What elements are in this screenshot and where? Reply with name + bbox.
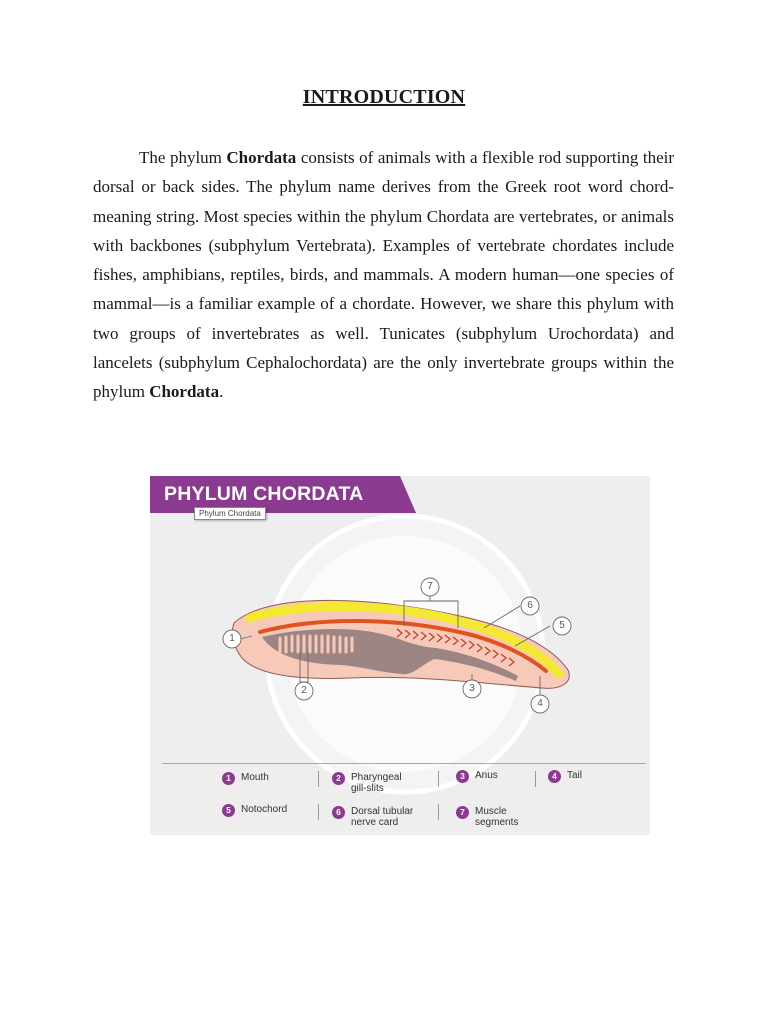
- figure-banner-title: PHYLUM CHORDATA: [164, 483, 364, 505]
- legend-number-7: 7: [456, 806, 469, 819]
- legend-label-anus: Anus: [475, 770, 498, 781]
- legend-separator: [318, 804, 319, 820]
- paragraph-text-2: consists of animals with a flexible rod supporting their dorsal or back sides. The phylum name derives from the Greek root word chord- meaning string. Most species within the phylum Chordata are vertebrates, or animals with backbones (subphylum Vertebrata). Examples of vertebrate chordates include fishes, amphibians, reptiles, birds, and mammals. A modern human—one species of mammal—is a familiar example of a chordate. However, we share this phylum with two groups of invertebrates as well. Tunicates (subphylum Urochordata) and lancelets (subphylum Cephalochordata) are the only invertebrate groups within the phylum: [93, 148, 674, 402]
- paragraph-text-1: The phylum: [139, 148, 227, 167]
- legend-item-notochord: [222, 804, 287, 817]
- page-title: INTRODUCTION: [302, 86, 466, 108]
- callout-number-7: 7: [427, 581, 433, 592]
- intro-paragraph: [93, 143, 674, 407]
- legend-separator: [438, 771, 439, 787]
- legend-separator: [318, 771, 319, 787]
- legend-number-5: 5: [222, 804, 235, 817]
- legend-label-muscle-segments: Muscle segments: [475, 806, 519, 828]
- callout-number-4: 4: [537, 698, 543, 709]
- legend-number-6: 6: [332, 806, 345, 819]
- legend-item-pharyngeal-gill-slits: [332, 772, 402, 794]
- callout-number-1: 1: [229, 633, 235, 644]
- legend-item-anus: [456, 770, 498, 783]
- legend-separator: [438, 804, 439, 820]
- legend-label-notochord: Notochord: [241, 804, 288, 815]
- legend-label-mouth: Mouth: [241, 772, 269, 783]
- legend-item-mouth: [222, 772, 269, 785]
- paragraph-text-3: .: [219, 382, 224, 402]
- legend-number-3: 3: [456, 770, 469, 783]
- legend-separator: [535, 771, 536, 787]
- chordata-term-1: Chordata: [226, 148, 297, 167]
- legend-number-4: 4: [548, 770, 561, 783]
- legend-item-tail: [548, 770, 582, 783]
- legend-number-1: 1: [222, 772, 235, 785]
- legend-number-2: 2: [332, 772, 345, 785]
- callout-number-6: 6: [527, 600, 533, 611]
- legend-label-pharyngeal-gill-slits: Pharyngeal gill-slits: [351, 772, 402, 794]
- legend-item-muscle-segments: [456, 806, 518, 828]
- figure-caption-tag: Phylum Chordata: [194, 507, 266, 520]
- callout-number-2: 2: [301, 685, 307, 696]
- legend-label-tail: Tail: [567, 770, 583, 781]
- legend-divider: [162, 763, 646, 764]
- pharyngeal-gill-slits: [280, 636, 352, 652]
- callout-number-3: 3: [469, 683, 475, 694]
- callout-number-5: 5: [559, 620, 565, 631]
- legend-label-dorsal-tubular-nerve-card: Dorsal tubular nerve card: [351, 806, 414, 828]
- chordata-term-2: Chordata: [149, 382, 220, 402]
- legend-item-dorsal-tubular-nerve-card: [332, 806, 413, 828]
- phylum-chordata-figure: [150, 476, 650, 835]
